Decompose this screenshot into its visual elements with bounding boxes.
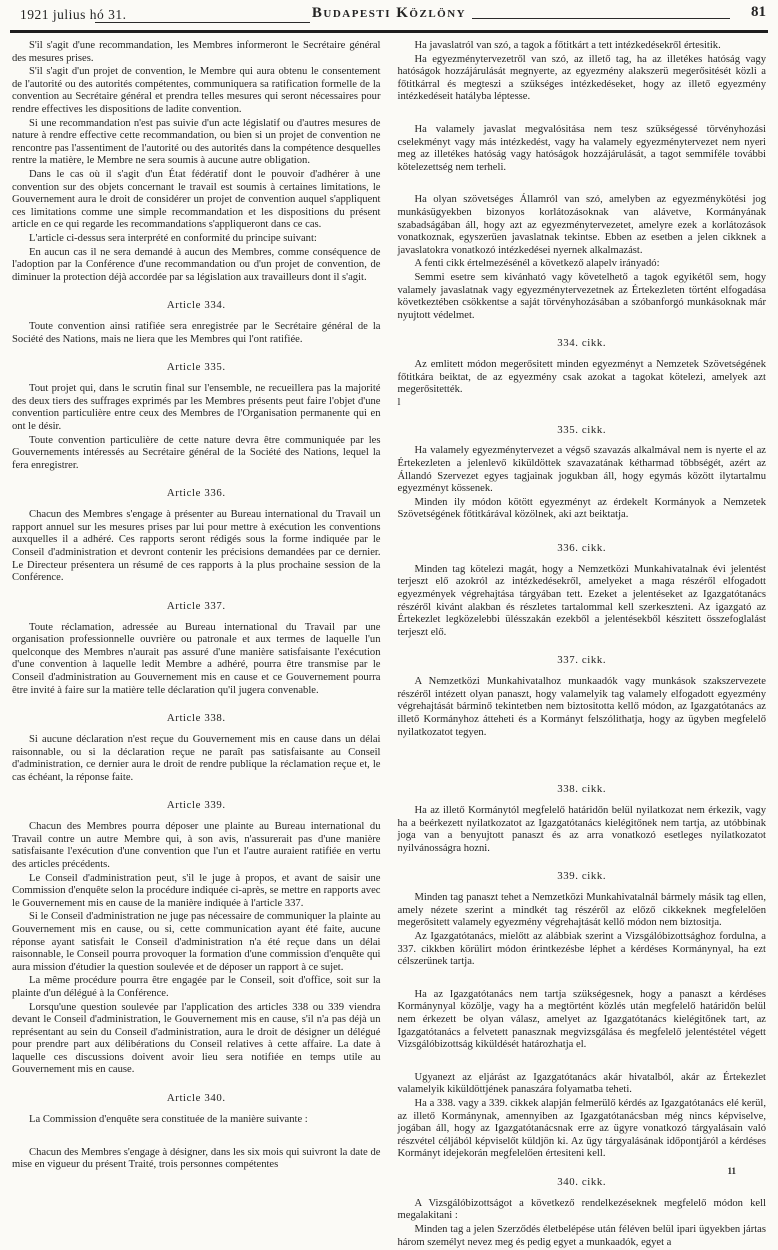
page-number: 81 — [751, 4, 766, 20]
paragraph: S'il s'agit d'un projet de convention, le Membre qui aura obtenu le consentement de l'autorité ou des autorités compétentes, communiquera sa ratification formelle de la convention au Secrétaire général et prendra telles mesures qui seront nécessaires pour rendre effectives les dispositions de ladite convention. — [12, 66, 381, 115]
paragraph: A fenti cikk értelmezésénél a következő alapelv irányadó: — [414, 258, 660, 270]
paragraph: Minden tag a jelen Szerződés életbelépése után féléven belül ipari ügyekben jártas három személyt nevez meg és pedig egyet a munkaadók, egyet a — [397, 1223, 766, 1248]
article-heading: 336. cikk. — [557, 541, 607, 554]
paragraph: La même procédure pourra être engagée par le Conseil, soit d'office, soit sur la plainte d'un délégué à la Conférence. — [12, 975, 381, 999]
paragraph: A Nemzetközi Munkahivatalhoz munkaadók vagy munkások szakszervezete részéről intézett olyan panaszt, hogy valamelyik tag valamely elfogadott egyezmény végrehajtását bárminő tekintetben nem biztositotta kellő módon, az Igazgatótanács az illető Kormányhoz átteheti és a Kormányt felszólithatja, hogy az ügyben megfelelő nyilatkozatot tegyen. — [397, 676, 766, 738]
paragraph: l — [397, 396, 401, 408]
gazette-page-scan — [0, 4, 778, 1248]
paragraph: Toute convention particulière de cette nature devra être communiquée par les Gouvernements intéressés au Secrétaire général de la Société des Nations, lequel la fera enregistrer. — [12, 434, 381, 471]
paragraph: S'il s'agit d'une recommandation, les Membres informeront le Secrétaire général des mesures prises. — [12, 40, 381, 64]
article-heading: Article 334. — [166, 299, 226, 312]
paragraph: Toute réclamation, adressée au Bureau international du Travail par une organisation professionnelle ouvrière ou patronale et aux termes de laquelle l'un quelconque des Membres n'aurait pas assuré d'une manière satisfaisante l'exécution d'une convention à laquelle ledit Membre a adhéré, pourra être transmise par le Conseil d'administration au Gouvernement mis en cause et ce Gouvernement pourra être invité à faire sur la matière telle déclaration qu'il jugera convenable. — [12, 621, 381, 696]
paragraph: Chacun des Membres s'engage à désigner, dans les six mois qui suivront la date de mise en vigueur du présent Traité, trois personnes compétentes — [12, 1146, 381, 1171]
article-heading: Article 338. — [166, 712, 226, 725]
header-rule-left — [95, 22, 310, 23]
article-heading: 334. cikk. — [557, 337, 607, 350]
paragraph: Minden tag kötelezi magát, hogy a Nemzetközi Munkahivatalnak évi jelentést terjeszt elő azokról az intézkedésekről, amelyeket a maga részéről elfogadott egyezmények végrehajtása tárgyában tett. Ezeket a jelentéseket az Igazgatótanács részéről kivánt alakban és részletes tartalommal kell szerkeszteni. Az igazgató az Értekezlet legközelebbi ülésszakán ezekből a jelentésekből készitett összefoglalást terjeszt elő. — [397, 563, 766, 638]
signature-number: 11 — [727, 1166, 736, 1176]
paragraph: Chacun des Membres pourra déposer une plainte au Bureau international du Travail contre un autre Membre qui, à son avis, n'assurerait pas d'une manière satisfaisante l'exécution d'une convention que l'un et l'autre auraient ratifiée en vertu des articles précédents. — [12, 821, 381, 870]
paragraph: Az emlitett módon megerősitett minden egyezményt a Nemzetek Szövetségének főtitkára beiktat, de az egyezmény csak azokat a tagokat kötelezi, amelyek azt megerősitették. — [397, 359, 766, 396]
article-heading: 338. cikk. — [557, 783, 607, 796]
paragraph: Ugyanezt az eljárást az Igazgatótanács akár hivatalból, akár az Értekezlet valamelyik kiküldöttjének panaszára folyamatba teheti. — [397, 1071, 766, 1096]
paragraph: Ha egyezménytervezetről van szó, az illető tag, ha az illetékes hatóság vagy hatóságok hozzájárulását megnyerte, az egyezmény alakszerü megerősitését közli a főtitkárral és megteszi a szükséges intézkedéseket, hogy az illető egyezmény intézkedéseit hatályba léptesse. — [397, 53, 766, 103]
paragraph: En aucun cas il ne sera demandé à aucun des Membres, comme conséquence de l'adoption par la Conférence d'une recommandation ou d'un projet de convention, de diminuer la protection déjà accordée par sa législation aux travailleurs dont il s'agit. — [12, 246, 381, 283]
paragraph: Toute convention ainsi ratifiée sera enregistrée par le Secrétaire général de la Société des Nations, mais ne liera que les Membres qui l'ont ratifiée. — [12, 321, 381, 345]
paragraph: Si le Conseil d'administration ne juge pas nécessaire de communiquer la plainte au Gouvernement mis en cause, ou si, cette communication ayant été faite, aucune réponse ayant satisfait le Conseil d'administration n'a été reçue dans un délai raisonnable, le Conseil pourra provoquer la formation d'une commission d'enquête qui aura mission d'étudier la question soulevée et de déposer un rapport à ce sujet. — [12, 911, 381, 973]
paragraph: Ha valamely javaslat megvalósitása nem tesz szükségessé törvényhozási cselekményt vagy más intézkedést, vagy ha valamely egyezménytervezet nem nyeri meg az illetékes hatóság vagy hatóságok hozzájárulását, a tagot semmiféle további kötelezettség nem terheli. — [397, 123, 766, 173]
paragraph: Si une recommandation n'est pas suivie d'un acte législatif ou d'autres mesures de nature à rendre effective cette recommandation, ou bien si un projet de convention ne rencontre pas l'assentiment de l'autorité ou des autorités dans la compétence desquelles rentre la matière, le Membre ne sera soumis à aucune autre obligation. — [12, 117, 381, 167]
paragraph: A Vizsgálóbizottságot a következő rendelkezéseknek megfelelő módon kell megalakitani : — [397, 1197, 766, 1222]
issue-date: 1921 julius hó 31. — [20, 7, 127, 22]
article-heading: 335. cikk. — [557, 423, 607, 436]
article-heading: Article 335. — [166, 361, 226, 374]
paragraph: Dans le cas où il s'agit d'un État fédératif dont le pouvoir d'adhérer à une convention sur des objets concernant le travail est soumis à certaines limitations, le Gouvernement aura le droit de considérer un projet de convention auquel s'appliquent ces limitations comme une simple recommandation et les dispositions du présent article en ce qui regarde les recommandations s'appliqueront dans ce cas. — [12, 168, 381, 231]
article-heading: 340. cikk. — [557, 1175, 607, 1188]
paragraph: Minden tag panaszt tehet a Nemzetközi Munkahivatalnál bármely másik tag ellen, amely nézete szerint a mindkét tag részéről az előző cikkeknek megfelelően megerősitett valamely egyezmény végrehajtását kellő módon nem biztositja. — [397, 892, 766, 929]
newspaper-title: Budapesti Közlöny — [311, 5, 467, 21]
paragraph: Ha az Igazgatótanács nem tartja szükségesnek, hogy a panaszt a kérdéses Kormánynyal közölje, vagy ha a megtörtént közlés után megfelelő határidőn belül nem érkezett be olyan válasz, amelyet az Igazgatótanács kielégitőnek tart, az Igazgatótanács a felvetett panasznak megvizsgálása és megfelelő jelentéstétel végett Vizsgálóbizottság kiküldését határozhatja el. — [397, 988, 766, 1051]
paragraph: Si aucune déclaration n'est reçue du Gouvernement mis en cause dans un délai raisonnable, ou si la déclaration reçue ne paraît pas satisfaisante au Conseil d'administration, ce dernier aura le droit de rendre publique la réclamation reçue et, le cas échéant, la réponse faite. — [12, 733, 381, 783]
article-heading: 337. cikk. — [557, 654, 607, 667]
paragraph: Ha a 338. vagy a 339. cikkek alapján felmerülő kérdés az Igazgatótanács elé kerül, az illető Kormánynak, amennyiben az Igazgatótanácsban még nincs képviselve, jogában áll, hogy az Igazgatótanácsnak erre az ügyre vonatkozó tárgyalásain való részvétel céljából képviselőt küldjön ki. Az ügy tárgyalásának időpontjáról a kérdéses Kormányt idejekorán megfelelően értesiteni kell. — [397, 1097, 766, 1160]
paragraph: Lorsqu'une question soulevée par l'application des articles 338 ou 339 viendra devant le Conseil d'administration, le Gouvernement mis en cause, s'il n'a pas déjà un représentant au sein du Conseil d'administration, aura le droit de désigner un délégué pour prendre part aux délibérations du Conseil relatives à cette affaire. La date à laquelle ces discussions doivent avoir lieu sera notifiée en temps utile au Gouvernement mis en cause. — [12, 1001, 381, 1076]
article-heading: Article 336. — [166, 487, 226, 500]
paragraph: Ha javaslatról van szó, a tagok a főtitkárt a tett intézkedésekről értesitik. — [414, 40, 721, 51]
page-header — [10, 4, 768, 33]
two-column-body — [0, 33, 778, 1250]
paragraph: Ha az illető Kormánytól megfelelő határidőn belül nyilatkozat nem érkezik, vagy ha a beérkezett nyilatkozatot az Igazgatótanács kielégitőnek nem tartja, az utóbbinak joga van a benyujtott panaszt és az arra vonatkozó esetleges nyilatkozatot nyilvánosságra hozni. — [397, 804, 766, 854]
paragraph: Minden ily módon kötött egyezményt az érdekelt Kormányok a Nemzetek Szövetségének főtitkárával közölnek, aki azt beiktatja. — [397, 496, 766, 521]
paragraph: Tout projet qui, dans le scrutin final sur l'ensemble, ne recueillera pas la majorité des deux tiers des suffrages exprimés par les Membres présents peut faire l'objet d'une convention particulière entre ceux des Membres de l'Organisation permanente qui en ont le désir. — [12, 383, 381, 432]
paragraph: Le Conseil d'administration peut, s'il le juge à propos, et avant de saisir une Commission d'enquête selon la procédure indiquée ci-après, se mettre en rapports avec le Gouvernement mis en cause de la manière indiquée à l'article 337. — [12, 872, 381, 909]
paragraph: Ha olyan szövetséges Államról van szó, amelyben az egyezménykötési jog munkásügyekben bizonyos korlátozásoknak van alávetve, Kormányának szabadságában áll, hogy azt az egyezménytervezetet, amelyre ezek a korlátozások vonatkoznak, egyszerüen javaslatnak tekintse. Ebben az esetben a jelen cikknek a javaslatokra vonatkozó intézkedései nyernek alkalmazást. — [397, 194, 766, 256]
article-heading: Article 339. — [166, 799, 226, 812]
paragraph: L'article ci-dessus sera interprété en conformité du principe suivant: — [29, 232, 317, 244]
paragraph: Az Igazgatótanács, mielőtt az alábbiak szerint a Vizsgálóbizottsághoz fordulna, a 337. cikkben körülirt módon érintkezésbe léphet a kérdéses Kormánynyal, ha ezt célszerünek tartja. — [397, 930, 766, 968]
article-heading: Article 337. — [166, 599, 226, 612]
column-french-text — [12, 39, 381, 1250]
article-heading: 339. cikk. — [557, 870, 607, 883]
paragraph: Chacun des Membres s'engage à présenter au Bureau international du Travail un rapport annuel sur les mesures prises par lui pour mettre à exécution les conventions auxquelles il a adhéré. Ces rapports seront rédigés sous la forme indiquée par le Conseil d'administration et devront contenir les précisions demandées par ce dernier. Le Directeur présentera un résumé de ces rapports à la plus prochaine session de la Conférence. — [12, 509, 381, 584]
paragraph: Ha valamely egyezménytervezet a végső szavazás alkalmával nem is nyerte el az Értekezleten a jelenlevő kiküldöttek szavazatának kétharmad többségét, azért az Állandó Szervezet egyes tagjainak jogukban áll, hogy egymás között ilytartalmu egyezményt kössenek. — [397, 445, 766, 495]
column-hungarian-text — [398, 39, 767, 1250]
paragraph: La Commission d'enquête sera constituée de la manière suivante : — [29, 1113, 308, 1125]
article-heading: Article 340. — [166, 1092, 226, 1105]
paragraph: Semmi esetre sem kivánható vagy követelhető a tagok egyikétől sem, hogy valamely javaslatnak vagy egyezménytervezetnek az Értekezleten történt elfogadása következtében csökkentse a saját törvényhozásában a szóbanforgó munkásoknak már nyujtott védelmet. — [397, 271, 766, 321]
